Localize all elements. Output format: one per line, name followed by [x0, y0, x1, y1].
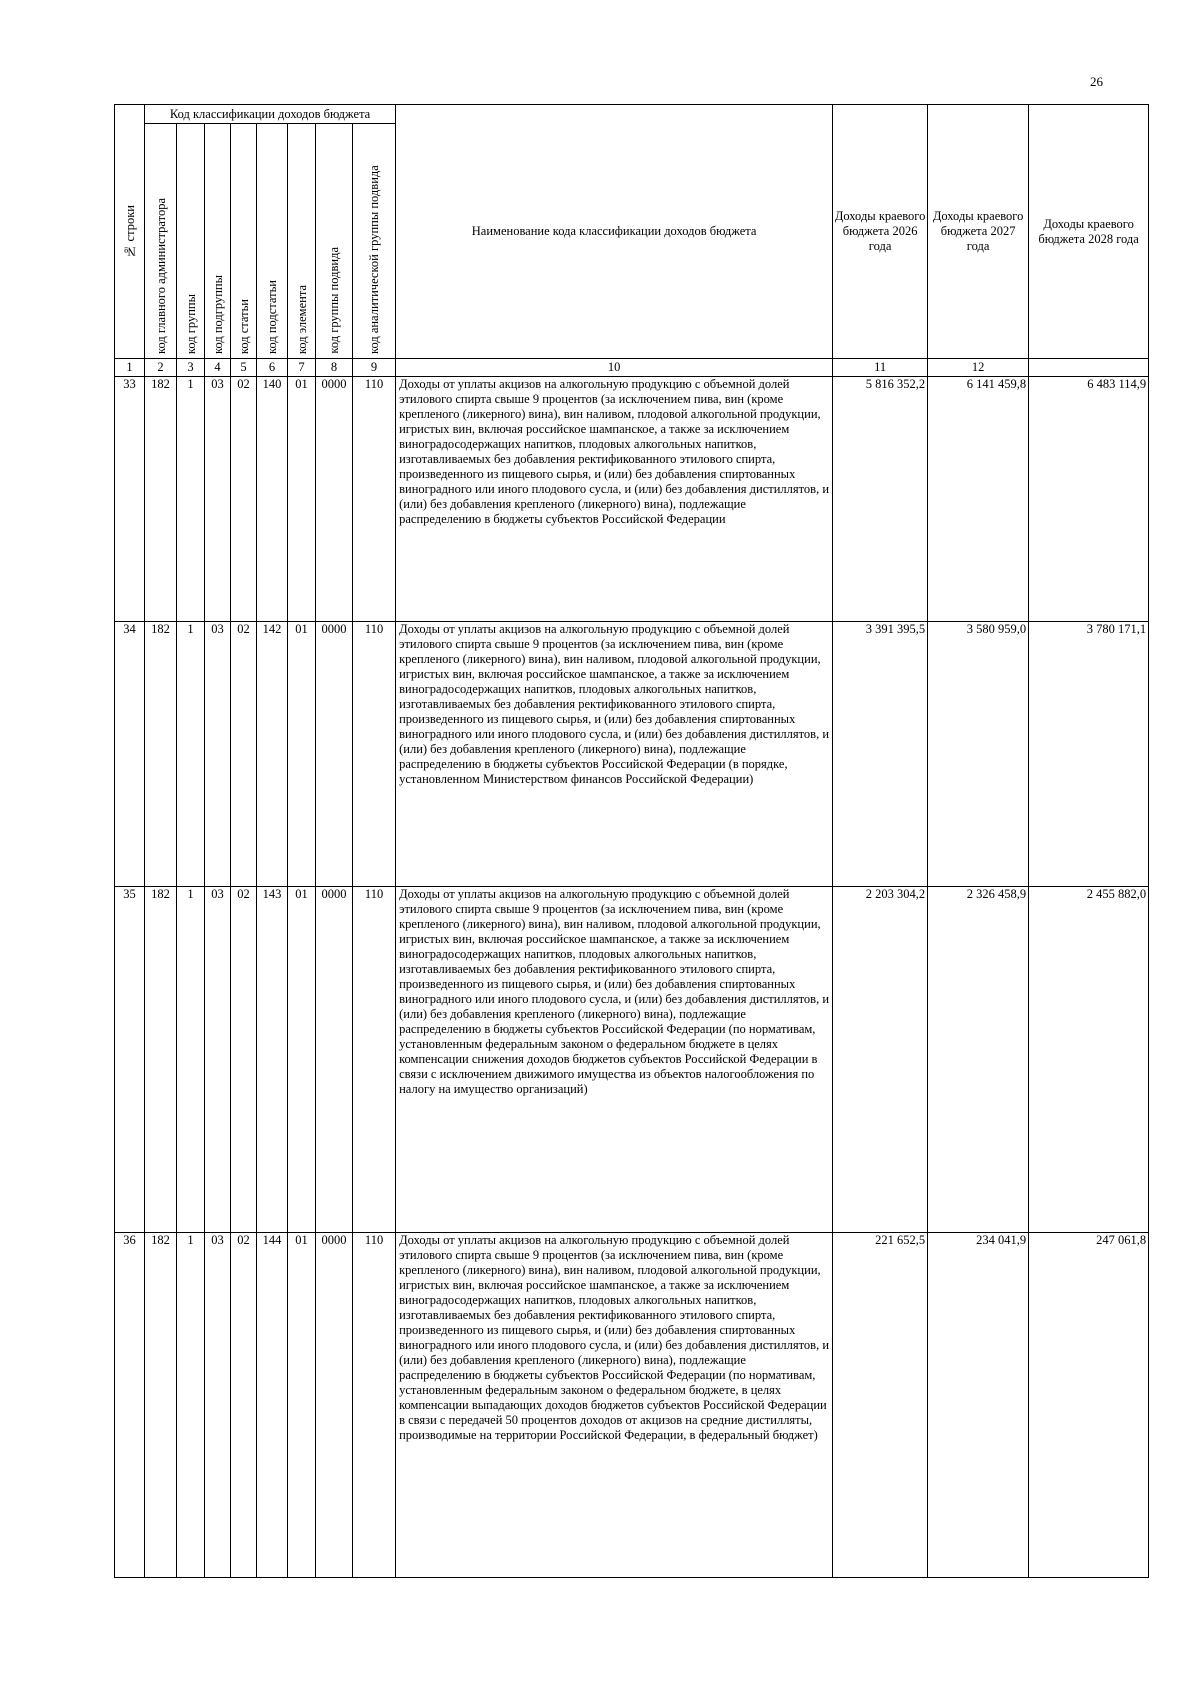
description-cell: Доходы от уплаты акцизов на алкогольную продукцию с объемной долей этилового спирта свыше 9 процентов (за исключением пива, вин (кроме крепленого (ликерного) вина), вин наливом, плодовой алкогольной продукции, игристых вин, включая российское шампанское, а также за исключением виноградосодержащих напитков, плодовых алкогольных напитков, изготавливаемых без добавления ректификованного этилового спирта, произведенного из пищевого сырья, и (или) без добавления спиртованных виноградного или иного плодового сусла, и (или) без добавления дистиллятов, и (или) без добавления крепленого (ликерного) вина), подлежащие распределению в бюджеты субъектов Российской Федерации (по нормативам, установленным федеральным законом о федеральном бюджете, в целях компенсации выпадающих доходов бюджетов субъектов Российской Федерации в связи с передачей 50 процентов доходов от акцизов на средние дистилляты, производимые на территории Российской Федерации, в федеральный бюджет) [396, 1233, 833, 1578]
column-number: 11 [833, 359, 928, 377]
header-admin [145, 124, 177, 359]
group-code-cell: 1 [177, 622, 205, 887]
column-number: 7 [288, 359, 316, 377]
column-number: 6 [257, 359, 288, 377]
row-number-cell: 35 [115, 887, 145, 1233]
header-classification-group: Код классификации доходов бюджета [145, 105, 396, 124]
column-number: 10 [396, 359, 833, 377]
subarticle-code-cell: 142 [257, 622, 288, 887]
column-number: 12 [928, 359, 1029, 377]
header-subgroup [205, 124, 231, 359]
element-code-cell: 01 [288, 377, 316, 622]
page-number: 26 [1090, 74, 1103, 89]
subtype-code-cell: 0000 [316, 887, 353, 1233]
amount-2027-cell: 234 041,9 [928, 1233, 1029, 1578]
article-code-cell: 02 [231, 622, 257, 887]
description-cell: Доходы от уплаты акцизов на алкогольную продукцию с объемной долей этилового спирта свыше 9 процентов (за исключением пива, вин (кроме крепленого (ликерного) вина), вин наливом, плодовой алкогольной продукции, игристых вин, включая российское шампанское, а также за исключением виноградосодержащих напитков, плодовых алкогольных напитков, изготавливаемых без добавления ректификованного этилового спирта, произведенного из пищевого сырья, и (или) без добавления спиртованных виноградного или иного плодового сусла, и (или) без добавления дистиллятов, и (или) без добавления крепленого (ликерного) вина), подлежащие распределению в бюджеты субъектов Российской Федерации [396, 377, 833, 622]
subtype-code-cell: 0000 [316, 622, 353, 887]
subgroup-code-cell: 03 [205, 377, 231, 622]
amount-2027-cell: 3 580 959,0 [928, 622, 1029, 887]
header-2026: Доходы краевого бюджета 2026 года [833, 105, 928, 359]
admin-code-cell: 182 [145, 377, 177, 622]
header-element [288, 124, 316, 359]
table-row [115, 377, 1149, 622]
element-code-cell: 01 [288, 887, 316, 1233]
column-number: 8 [316, 359, 353, 377]
header-row-number-label: № строки [122, 204, 137, 259]
amount-2028-cell: 6 483 114,9 [1029, 377, 1149, 622]
header-article [231, 124, 257, 359]
article-code-cell: 02 [231, 377, 257, 622]
subtype-code-cell: 0000 [316, 1233, 353, 1578]
column-number [1029, 359, 1149, 377]
column-number: 3 [177, 359, 205, 377]
amount-2027-cell: 6 141 459,8 [928, 377, 1029, 622]
admin-code-cell: 182 [145, 622, 177, 887]
group-code-cell: 1 [177, 1233, 205, 1578]
header-row-number [115, 105, 145, 359]
amount-2028-cell: 247 061,8 [1029, 1233, 1149, 1578]
header-admin-label: код главного администратора [153, 198, 168, 354]
subgroup-code-cell: 03 [205, 887, 231, 1233]
header-2027: Доходы краевого бюджета 2027 года [928, 105, 1029, 359]
header-subtype-label: код группы подвида [327, 247, 341, 354]
header-group-label: код группы [183, 293, 198, 354]
subarticle-code-cell: 144 [257, 1233, 288, 1578]
amount-2026-cell: 3 391 395,5 [833, 622, 928, 887]
admin-code-cell: 182 [145, 1233, 177, 1578]
admin-code-cell: 182 [145, 887, 177, 1233]
element-code-cell: 01 [288, 1233, 316, 1578]
table-row [115, 1233, 1149, 1578]
budget-revenue-table [114, 104, 1149, 1578]
header-subarticle [257, 124, 288, 359]
header-analytic [353, 124, 396, 359]
header-name: Наименование кода классификации доходов бюджета [396, 105, 833, 359]
subgroup-code-cell: 03 [205, 1233, 231, 1578]
column-number: 4 [205, 359, 231, 377]
article-code-cell: 02 [231, 1233, 257, 1578]
analytic-code-cell: 110 [353, 887, 396, 1233]
header-element-label: код элемента [294, 284, 309, 354]
element-code-cell: 01 [288, 622, 316, 887]
amount-2028-cell: 2 455 882,0 [1029, 887, 1149, 1233]
amount-2028-cell: 3 780 171,1 [1029, 622, 1149, 887]
amount-2026-cell: 221 652,5 [833, 1233, 928, 1578]
header-subgroup-label: код подгруппы [210, 275, 225, 354]
header-2028: Доходы краевого бюджета 2028 года [1029, 105, 1149, 359]
amount-2026-cell: 2 203 304,2 [833, 887, 928, 1233]
group-code-cell: 1 [177, 887, 205, 1233]
subtype-code-cell: 0000 [316, 377, 353, 622]
row-number-cell: 34 [115, 622, 145, 887]
table-row [115, 887, 1149, 1233]
column-number: 5 [231, 359, 257, 377]
amount-2026-cell: 5 816 352,2 [833, 377, 928, 622]
row-number-cell: 36 [115, 1233, 145, 1578]
row-number-cell: 33 [115, 377, 145, 622]
column-number: 2 [145, 359, 177, 377]
header-group [177, 124, 205, 359]
header-subarticle-label: код подстатьи [265, 280, 279, 354]
header-analytic-label: код аналитической группы подвида [367, 165, 382, 354]
description-cell: Доходы от уплаты акцизов на алкогольную продукцию с объемной долей этилового спирта свыше 9 процентов (за исключением пива, вин (кроме крепленого (ликерного) вина), вин наливом, плодовой алкогольной продукции, игристых вин, включая российское шампанское, а также за исключением виноградосодержащих напитков, плодовых алкогольных напитков, изготавливаемых без добавления ректификованного этилового спирта, произведенного из пищевого сырья, и (или) без добавления спиртованных виноградного или иного плодового сусла, и (или) без добавления дистиллятов, и (или) без добавления крепленого (ликерного) вина), подлежащие распределению в бюджеты субъектов Российской Федерации (в порядке, установленном Министерством финансов Российской Федерации) [396, 622, 833, 887]
subgroup-code-cell: 03 [205, 622, 231, 887]
article-code-cell: 02 [231, 887, 257, 1233]
header-subtype [316, 124, 353, 359]
group-code-cell: 1 [177, 377, 205, 622]
amount-2027-cell: 2 326 458,9 [928, 887, 1029, 1233]
column-number: 1 [115, 359, 145, 377]
analytic-code-cell: 110 [353, 1233, 396, 1578]
header-article-label: код статьи [236, 298, 251, 354]
subarticle-code-cell: 140 [257, 377, 288, 622]
table-row [115, 622, 1149, 887]
analytic-code-cell: 110 [353, 377, 396, 622]
column-number: 9 [353, 359, 396, 377]
subarticle-code-cell: 143 [257, 887, 288, 1233]
analytic-code-cell: 110 [353, 622, 396, 887]
column-number-row [115, 359, 1149, 377]
description-cell: Доходы от уплаты акцизов на алкогольную продукцию с объемной долей этилового спирта свыше 9 процентов (за исключением пива, вин (кроме крепленого (ликерного) вина), вин наливом, плодовой алкогольной продукции, игристых вин, включая российское шампанское, а также за исключением виноградосодержащих напитков, плодовых алкогольных напитков, изготавливаемых без добавления ректификованного этилового спирта, произведенного из пищевого сырья, и (или) без добавления спиртованных виноградного или иного плодового сусла, и (или) без добавления дистиллятов, и (или) без добавления крепленого (ликерного) вина), подлежащие распределению в бюджеты субъектов Российской Федерации (по нормативам, установленным федеральным законом о федеральном бюджете в целях компенсации снижения доходов бюджетов субъектов Российской Федерации в связи с исключением движимого имущества из объектов налогообложения по налогу на имущество организаций) [396, 887, 833, 1233]
